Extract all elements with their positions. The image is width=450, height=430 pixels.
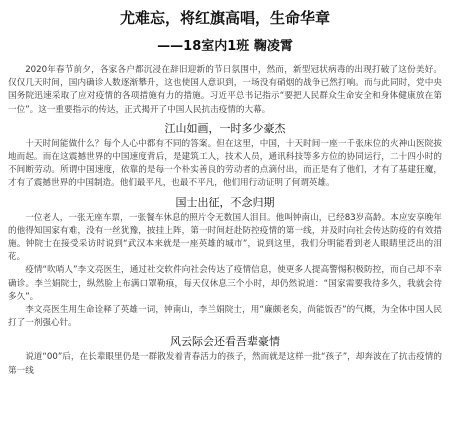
- section-heading: 江山如画，一时多少豪杰: [164, 121, 286, 135]
- author-line: ——18室内1班 鞠凌霄: [157, 39, 293, 54]
- paragraph: 一位老人，一张无座车票，一张餐车休息的照片令无数国人泪目。他叫钟南山，已经83岁高龄。本应安享晚年的他得知国家有难，没有一丝犹豫，披挂上阵，第一时间赶赴防控疫情的第一线，并及时向社会传达防疫的有效措施。钟院士在接受采访时说到“武汉本来就是一座英雄的城市”，说到这里，我们分明能看到老人眼睛里泛出的泪花。: [8, 212, 442, 263]
- section-heading: 国士出征，不念归期: [175, 195, 275, 209]
- document-title: 尤难忘，将红旗高唱，生命华章: [119, 9, 330, 27]
- paragraph: 李文亮医生用生命诠释了英雄一词，钟南山，李兰娟院士，用“廉颇老矣，尚能饭否”的气概，为全体中国人民打了一剂强心针。: [8, 305, 442, 329]
- paragraph: 说道“00”后，在长辈眼里仍是一群散发着青春活力的孩子，然而就是这样一批“孩子”，却奔波在了抗击疫情的第一线: [8, 352, 442, 376]
- paragraph: 十天时间能做什么？每个人心中都有不同的答案。但在这里，中国，十天时间一座一千张床位的火神山医院拔地而起。而在这震撼世界的中国速度背后，是建筑工人，技术人员，通讯科技等多方位的协同运行，二十四小时的不间断劳动。所谓中国速度，依靠的是每一个朴实善良的劳动者的点滴付出，而正是有了他们，才有了基建狂魔，才有了震撼世界的中国制造。他们最平凡，也最不平凡，他们用行动证明了何谓英雄。: [8, 138, 442, 189]
- paragraph: 疫情“吹哨人”李文亮医生，通过社交软件向社会传达了疫情信息，使更多人提高警惕积极防控，而自己却不幸确诊。李兰娟院士，纵然脸上布满口罩勒痕，每天仅休息三个小时，却仍然说道：“国家需要我待多久，我就会待多久”。: [8, 265, 442, 302]
- paragraph: 2020年春节前夕，各家各户都沉浸在辞旧迎新的节日氛围中，然而，新型冠状病毒的出现打破了这份美好。仅仅几天时间，国内确诊人数逐渐攀升，这也使国人意识到，一场没有硝烟的战争已然打响。而与此同时，党中央国务院迅速采取了应对疫情的各项措施有力的措施。习近平总书记指示“要把人民群众生命安全和身体健康放在第一位”。这一重要指示的传达，正式揭开了中国人民抗击疫情的大幕。: [8, 65, 442, 115]
- section-heading: 风云际会还看吾辈豪情: [170, 335, 280, 349]
